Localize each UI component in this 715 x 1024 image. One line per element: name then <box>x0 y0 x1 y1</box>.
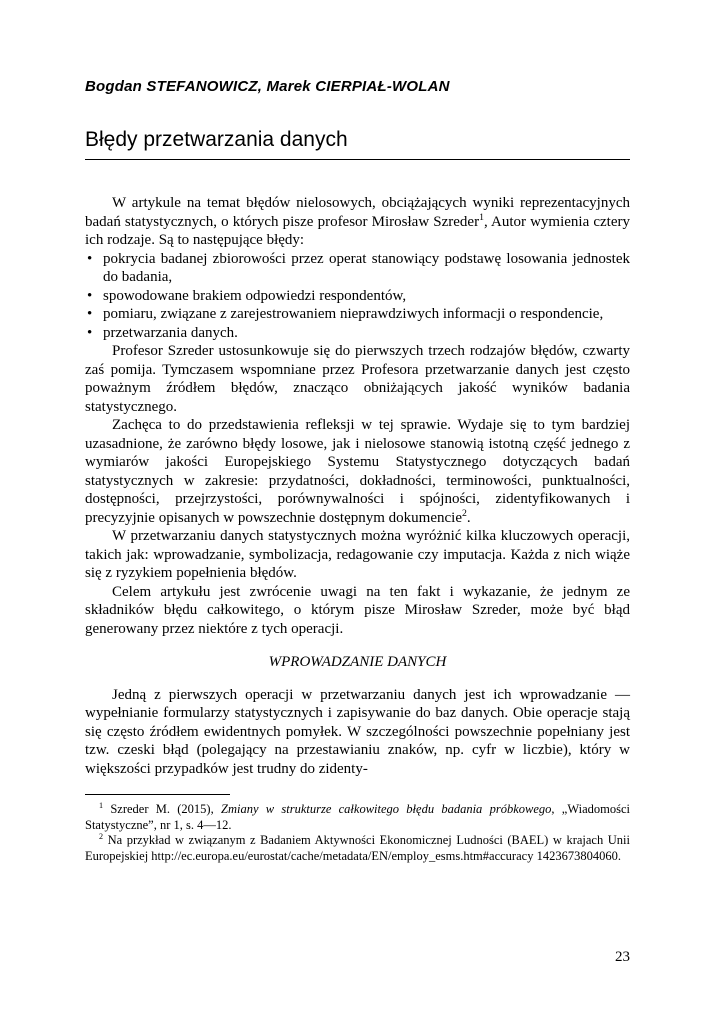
footnotes <box>85 794 630 864</box>
footnote-2 <box>85 833 630 864</box>
paragraph-intro <box>85 194 630 250</box>
paragraph-text: Zachęca to do przedstawienia refleksji w tej sprawie. Wydaje się to tym bardziej uzasadnione, że zarówno błędy losowe, jak i nielosowe stanowią istotną część jednego z wymiarów jakości Europejskiego Systemu Statystycznego dotyczących badań statystycznych w zakresie: przydatności, dokładności, terminowości, punktualności, dostępności, przejrzystości, porównywalności i spójności, zidentyfikowanych i precyzyjnie opisanych w powszechnie dostępnym dokumencie <box>85 417 630 526</box>
title-rule <box>85 159 630 160</box>
footnote-1 <box>85 802 630 833</box>
page-number: 23 <box>615 949 630 965</box>
footnote-ref-2: 2 <box>461 507 467 519</box>
paragraph: Celem artykułu jest zwrócenie uwagi na ten fakt i wykazanie, że jednym ze składników błędu całkowitego, o którym pisze Mirosław Szreder, może być błąd generowany przez niektóre z tych operacji. <box>85 583 630 637</box>
paragraph: W przetwarzaniu danych statystycznych można wyróżnić kilka kluczowych operacji, takich jak: wprowadzanie, symbolizacja, redagowanie czy imputacja. Każda z nich wiąże się z ryzykiem popełnienia błędów. <box>85 528 630 582</box>
intro-text: W artykule na temat błędów nielosowych, obciążających wyniki reprezentacyjnych badań statystycznych, o których pisze profesor Mirosław Szreder <box>85 195 630 230</box>
footnote-1-marker: 1 <box>99 801 104 811</box>
footnote-separator-rule <box>85 794 230 795</box>
paragraph-text-continued: . <box>466 509 471 526</box>
list-item: • spowodowane brakiem odpowiedzi respondentów, <box>85 287 630 306</box>
footnote-2-text: Na przykład w związanym z Badaniem Aktywności Ekonomicznej Ludności (BAEL) w krajach Unii Europejskiej http://ec.europa.eu/eurostat/cache/metadata/EN/employ_esms.htm#accuracy 1423673804060. <box>85 833 630 863</box>
paragraph: Jedną z pierwszych operacji w przetwarzaniu danych jest ich wprowadzanie — wypełnianie formularzy statystycznych i zapisywanie do baz danych. Obie operacje stają się często źródłem ewidentnych pomyłek. W szczególności powszechnie popełniany jest tzw. czeski błąd (polegający na przestawianiu znaków, np. cyfr w liczbie), który w większości przypadków jest trudny do zidenty- <box>85 686 630 777</box>
list-item: • pomiaru, związane z zarejestrowaniem nieprawdziwych informacji o respondencie, <box>85 305 630 324</box>
footnote-1-italic-title: Zmiany w strukturze całkowitego błędu badania próbkowego <box>221 802 552 817</box>
list-item: • pokrycia badanej zbiorowości przez operat stanowiący podstawę losowania jednostek do badania, <box>85 250 630 287</box>
footnote-1-text: Szreder M. (2015), <box>103 802 221 817</box>
list-item: • przetwarzania danych. <box>85 324 630 343</box>
error-types-list <box>85 250 630 343</box>
section-heading: WPROWADZANIE DANYCH <box>268 654 447 671</box>
footnote-1-text-continued: , „Wiadomości Statystyczne”, nr 1, s. 4—12. <box>85 802 630 832</box>
footnote-ref-1: 1 <box>479 211 484 223</box>
article-body <box>85 194 630 778</box>
article-title: Błędy przetwarzania danych <box>85 128 348 151</box>
footnote-2-marker: 2 <box>99 832 104 842</box>
authors-line: Bogdan STEFANOWICZ, Marek CIERPIAŁ-WOLAN <box>85 78 450 95</box>
paragraph <box>85 416 630 527</box>
intro-text-continued: , Autor wymienia cztery ich rodzaje. Są to następujące błędy: <box>85 213 630 249</box>
paragraph: Profesor Szreder ustosunkowuje się do pierwszych trzech rodzajów błędów, czwarty zaś pomija. Tymczasem wspomniane przez Profesora przetwarzanie danych jest często poważnym źródłem błędów, znacząco obniżających jakość wyników badania statystycznego. <box>85 343 630 415</box>
